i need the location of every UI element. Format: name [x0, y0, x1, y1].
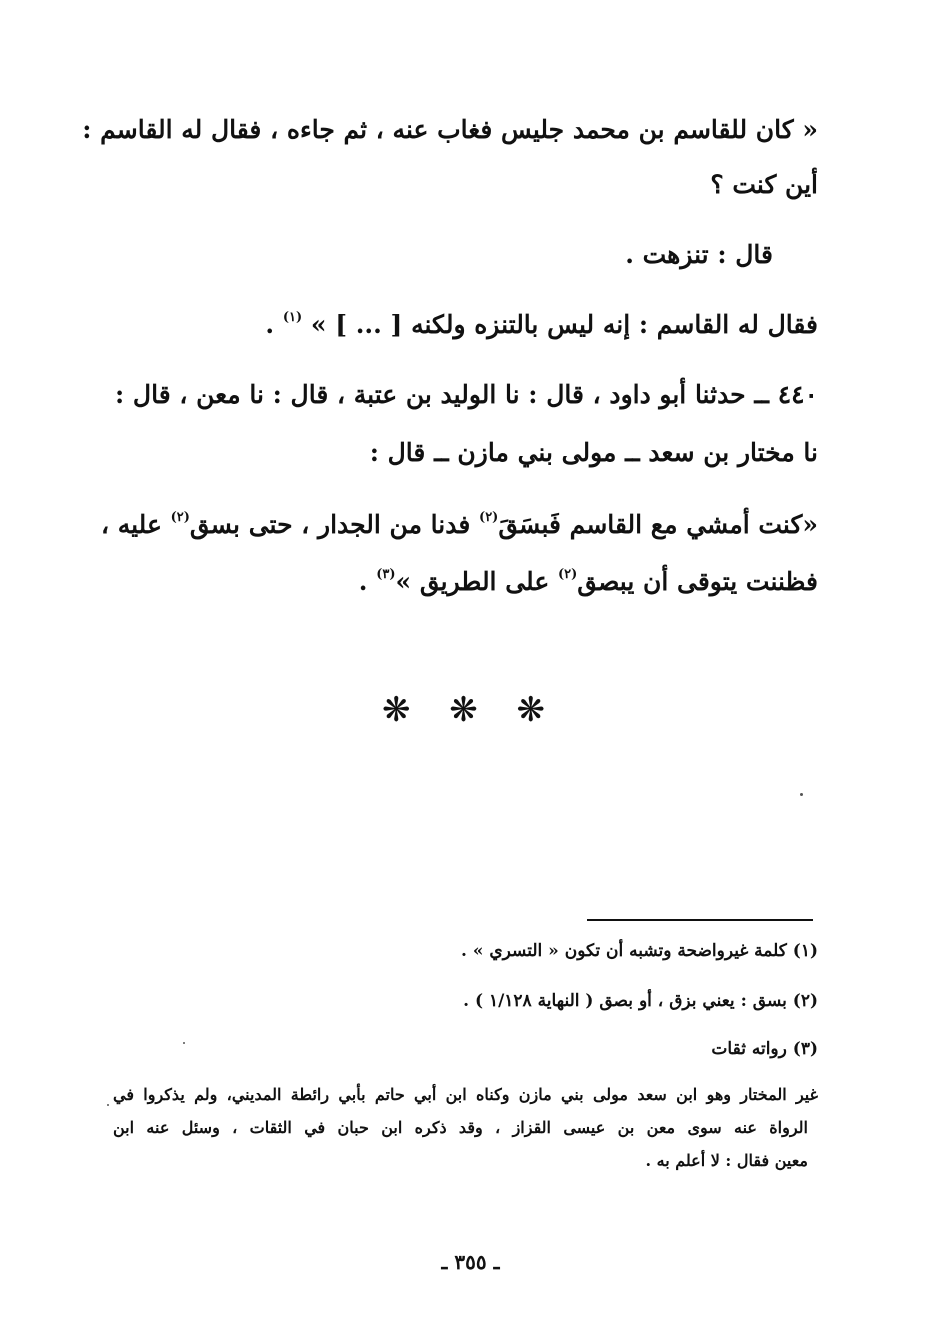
- footnote-ref: (٢): [557, 567, 578, 582]
- paragraph-line: [100, 510, 818, 539]
- text-line: فدنا من الجدار ، حتى بسق: [189, 510, 480, 539]
- text-line: .: [265, 310, 275, 339]
- paragraph-line: [118, 170, 818, 199]
- text-line: « كان للقاسم بن محمد جليس فغاب عنه ، ثم جاءه ، فقال له القاسم :: [82, 115, 818, 144]
- text-line: ٤٤٠ ــ حدثنا أبو داود ، قال : نا الوليد بن عتبة ، قال : نا معن ، قال :: [115, 380, 818, 409]
- text-line: قال : تنزهت .: [625, 240, 773, 269]
- text-line: فظننت يتوقى أن يبصق: [577, 567, 818, 596]
- footnote-ref: (٢): [479, 510, 499, 525]
- page-number: ـ ٣٥٥ ـ: [441, 1250, 500, 1274]
- footnote-line: معين فقال : لا أعلم به .: [645, 1151, 808, 1170]
- footnote-ref: (٣): [376, 567, 396, 582]
- footnote-ref: (٢): [170, 510, 190, 525]
- text-line: على الطريق »: [395, 567, 558, 596]
- footnote-3-title: (٣) رواته ثقات: [711, 1039, 818, 1059]
- footnote-line: الرواة عنه سوى معن بن عيسى القزاز ، وقد ذكره ابن حبان في الثقات ، وسئل عنه ابن: [113, 1118, 808, 1137]
- scan-speck: [107, 1104, 109, 1106]
- scan-speck: [800, 793, 803, 796]
- paragraph-line: [115, 380, 818, 409]
- paragraph-line: [118, 310, 818, 339]
- text-line: أين كنت ؟: [710, 170, 818, 199]
- footnote-divider: [587, 919, 813, 921]
- text-line: عليه ،: [100, 510, 171, 539]
- footnote-1: (١) كلمة غيرواضحة وتشبه أن تكون « التسري » .: [460, 941, 818, 961]
- section-separator: ❋ ❋ ❋: [381, 690, 560, 730]
- text-line: «كنت أمشي مع القاسم فَبسَقَ: [498, 510, 818, 539]
- footnote-2: (٢) بسق : يعني بزق ، أو بصق ( النهاية ١/١٢٨ ) .: [463, 991, 818, 1011]
- text-line: فقال له القاسم : إنه ليس بالتنزه ولكنه [ ... ] »: [310, 310, 818, 339]
- text-line: نا مختار بن سعد ــ مولى بني مازن ــ قال :: [369, 438, 818, 467]
- paragraph-line: [118, 438, 818, 467]
- paragraph-line: [82, 115, 818, 144]
- footnote-ref: (١): [282, 310, 303, 325]
- paragraph-line: [118, 567, 818, 596]
- footnote-line: غير المختار وهو ابن سعد مولى بني مازن وكناه ابن أبي حاتم بأبي رائطة المديني، ولم يذكروا في: [113, 1085, 818, 1104]
- text-line: .: [358, 567, 377, 596]
- paragraph-line: [73, 240, 773, 269]
- scan-speck: [183, 1042, 185, 1044]
